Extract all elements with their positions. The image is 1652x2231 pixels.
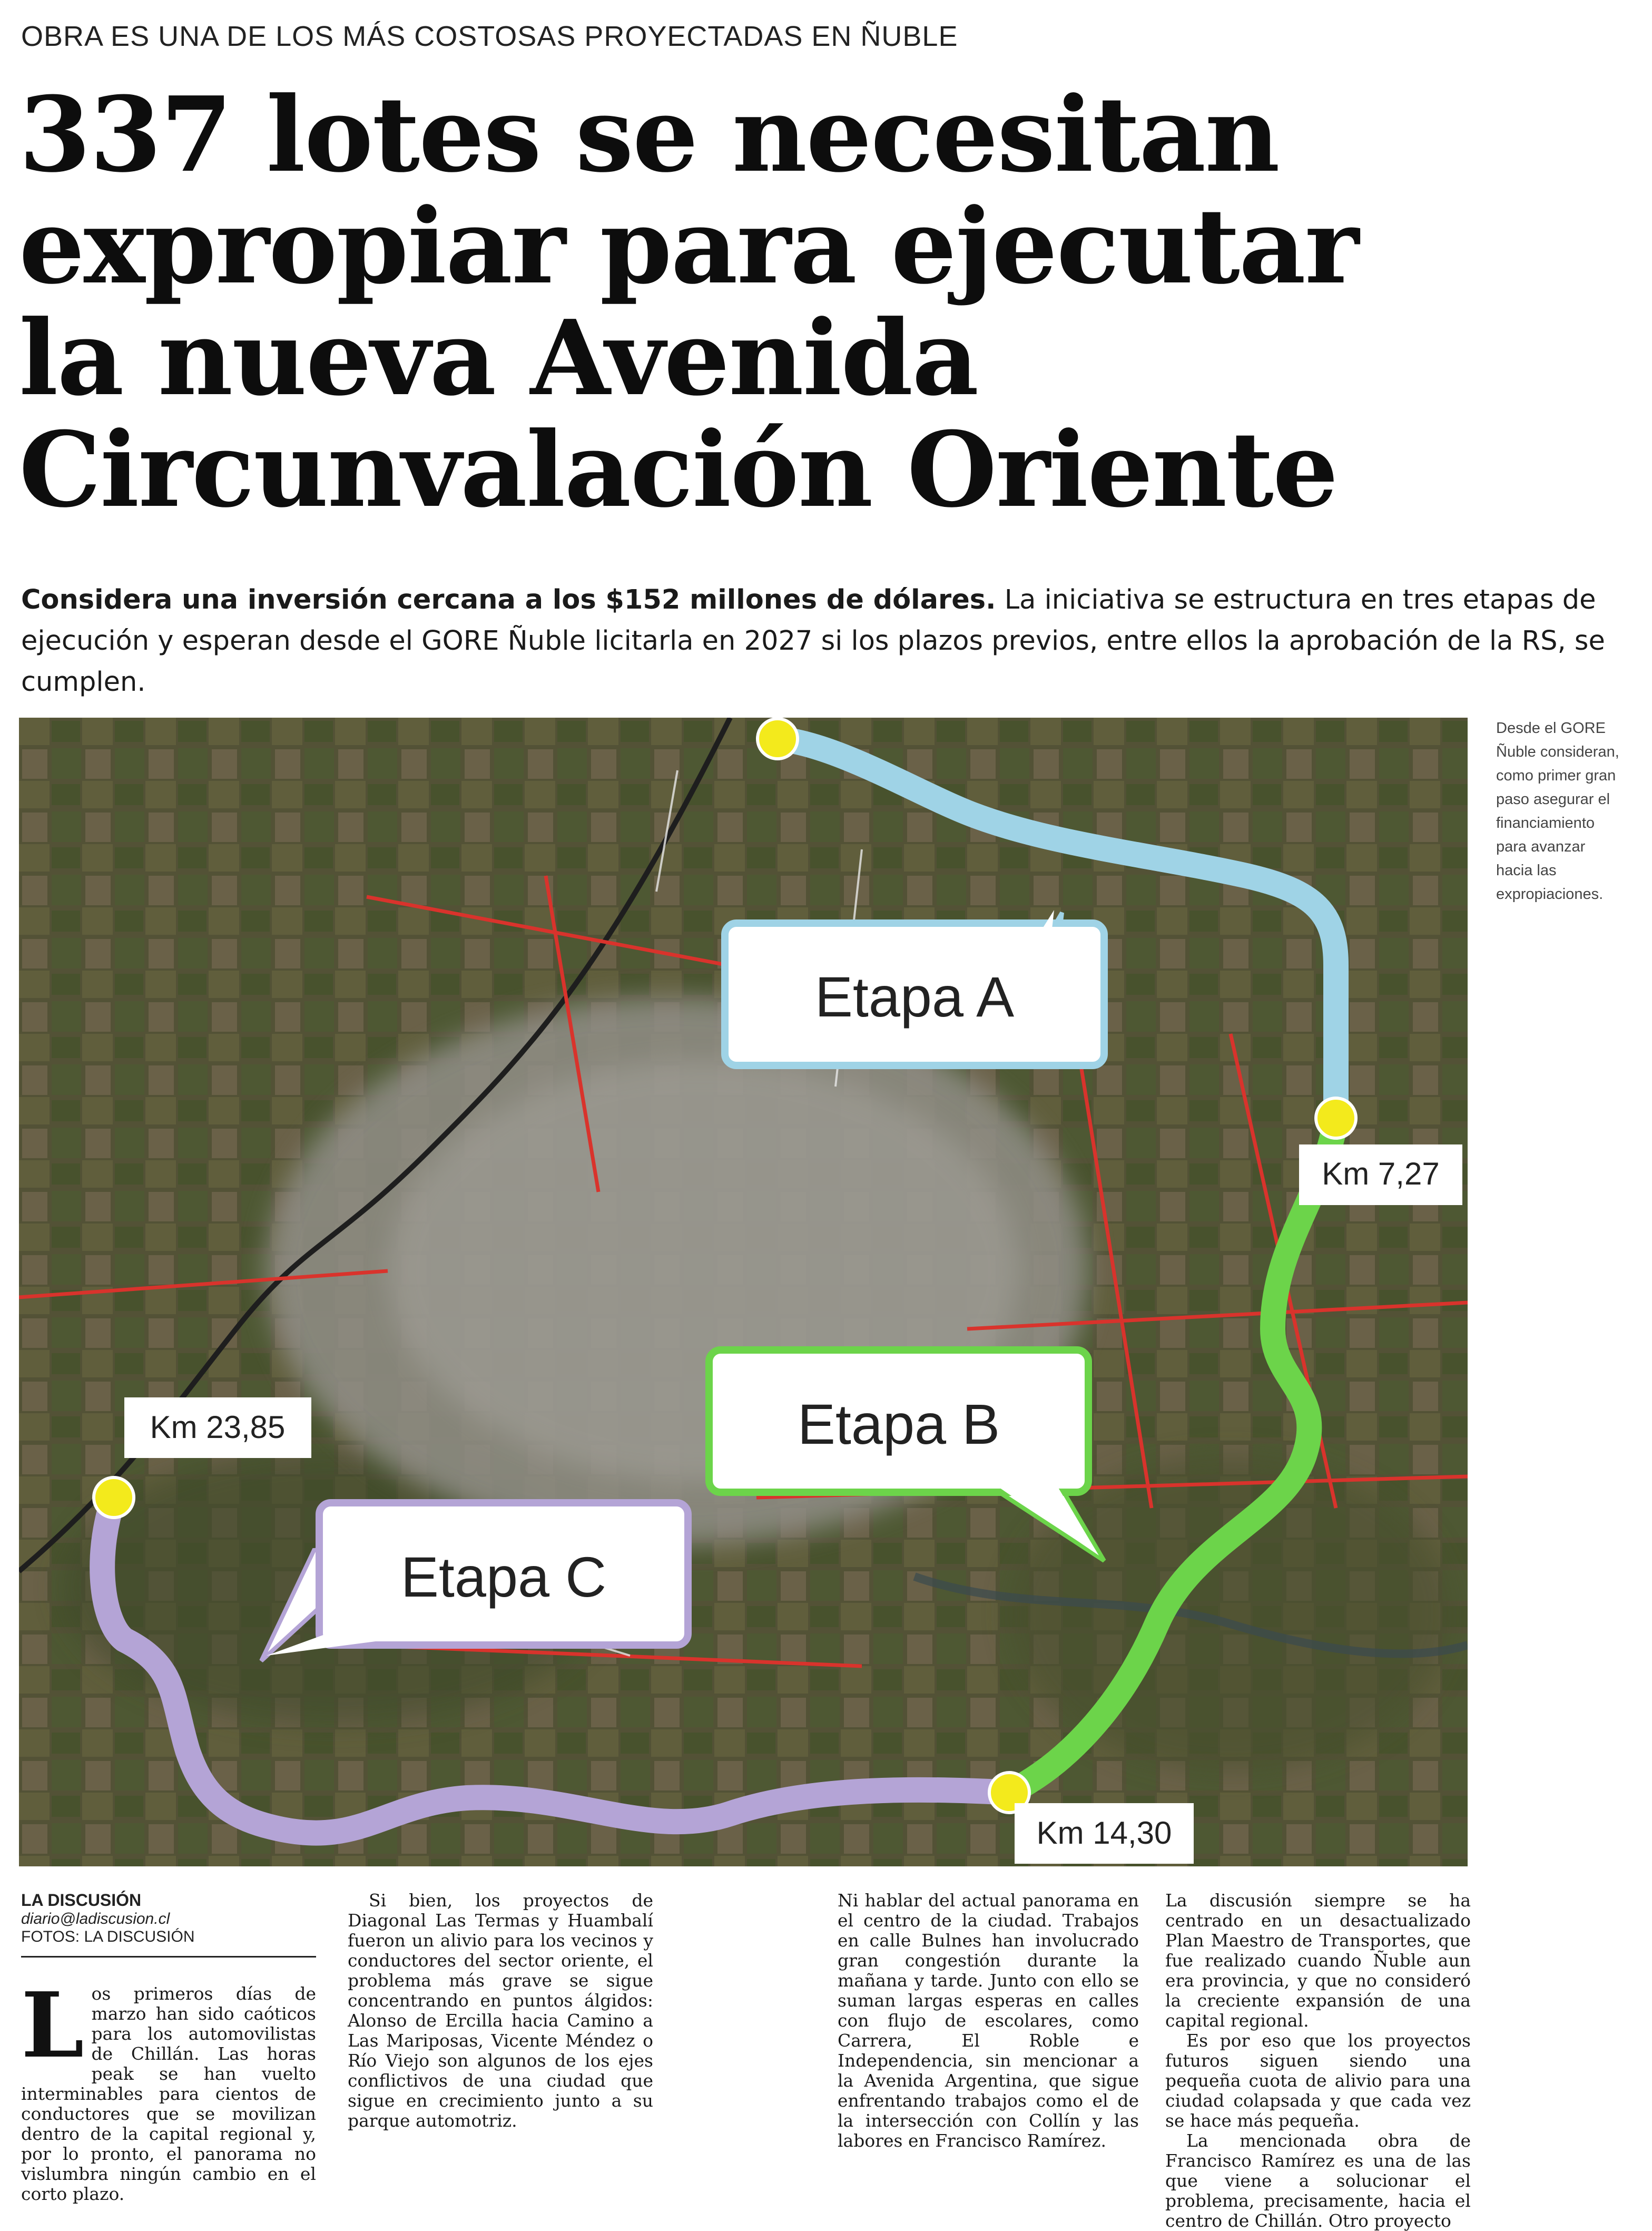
paragraph: Ni hablar del actual panorama en el centro de la ciudad. Trabajos en calle Bulnes han involucrado gran congestión durante la mañana y tarde. Junto con ello se suman largas esperas en calles con flujo de escolares, como Carrera, El Roble e Independencia, sin mencionar a la Avenida Argentina, que sigue enfrentando trabajos como el de la intersección con Collín y las labores en Francisco Ramírez. [838,1890,1139,2151]
headline-line: 337 lotes se necesitan [19,74,1279,195]
km-23-85-label [124,1397,311,1458]
km-14-30-label [1015,1803,1194,1864]
km-23-85-marker [94,1477,134,1518]
etapa-a-label: Etapa A [814,965,1015,1029]
callout-etapa-a [725,910,1104,1065]
author-name: LA DISCUSIÓN [21,1891,142,1910]
article-column-1 [21,1973,316,2204]
svg-text:Km 23,85: Km 23,85 [150,1410,286,1445]
paragraph: Es por eso que los proyectos futuros siguen siendo una pequeña cuota de alivio para una ciudad colapsada y que cada vez se hace más pequeña. [1165,2030,1471,2131]
photo-caption: Desde el GORE Ñuble consideran, como primer gran paso asegurar el financiamiento para avanzar hacia las expropiaciones. [1496,720,1619,903]
article-column-2 [348,1891,653,2131]
author-email: diario@ladiscusion.cl [21,1910,170,1927]
byline [21,1891,316,1946]
kicker: OBRA ES UNA DE LOS MÁS COSTOSAS PROYECTADAS EN ÑUBLE [21,21,958,52]
byline-divider [21,1956,316,1958]
article-column-3 [838,1891,1139,2151]
deck-text: La iniciativa se estructura en tres etapas de ejecución y esperan desde el GORE Ñuble licitarla en 2027 si los plazos previos, entre ellos la aprobación de la RS, se cumplen. [21,584,1605,698]
headline-line: Circunvalación Oriente [19,409,1338,531]
km-7-27-label [1299,1144,1462,1205]
svg-text:Km 7,27: Km 7,27 [1322,1156,1440,1191]
svg-text:Km 14,30: Km 14,30 [1036,1815,1172,1851]
etapa-b-label: Etapa B [797,1392,1000,1456]
article-column-4 [1165,1891,1471,2231]
map-graphic [19,718,1468,1866]
route-start-marker [758,719,798,759]
paragraph: os primeros días de marzo han sido caóticos para los automovilistas de Chillán. Las horas peak se han vuelto interminables para cientos de conductores que se movilizan dentro de la capital regional y, por lo pronto, el panorama no vislumbra ningún cambio en el corto plazo. [21,1983,316,2204]
dropcap: L [21,1973,84,2078]
deck [21,580,1633,703]
headline-line: expropiar para ejecutar [19,186,1359,307]
km-7-27-marker [1316,1098,1356,1138]
paragraph: La discusión siempre se ha centrado en un desactualizado Plan Maestro de Transportes, que fue realizado cuando Ñuble aun era provincia, y que no consideró la creciente expansión de una capital regional. [1165,1890,1471,2031]
headline-line: la nueva Avenida [19,298,978,419]
photo-credit: FOTOS: LA DISCUSIÓN [21,1928,195,1945]
route-map [19,718,1468,1866]
callout-etapa-c [261,1503,688,1661]
paragraph: Si bien, los proyectos de Diagonal Las Termas y Huambalí fueron un alivio para los vecinos y conductores del sector oriente, el problema más grave se sigue concentrando en puntos álgidos: Alonso de Ercilla hacia Camino a Las Mariposas, Vicente Méndez o Río Viejo son algunos de los ejes conflictivos de una ciudad que sigue en crecimiento junto a su parque automotriz. [348,1890,653,2131]
etapa-c-label: Etapa C [400,1545,607,1609]
deck-lead: Considera una inversión cercana a los $152 millones de dólares. [21,584,996,615]
headline [19,74,1599,531]
paragraph: La mencionada obra de Francisco Ramírez es una de las que viene a solucionar el problema, precisamente, hacia el centro de Chillán. Otro proyecto [1165,2130,1471,2231]
